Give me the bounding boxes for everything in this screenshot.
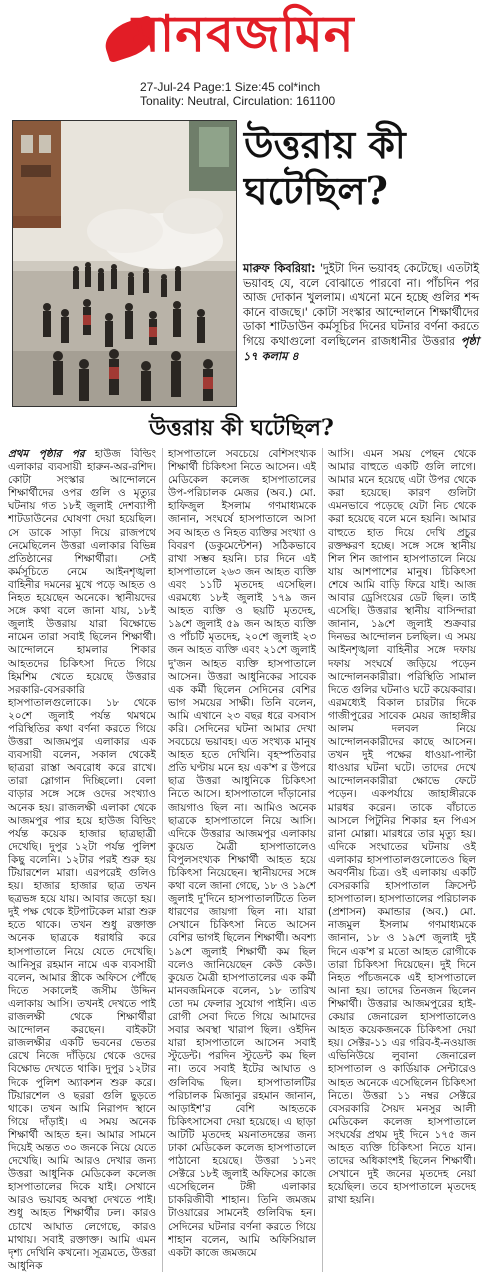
lead-paragraph — [243, 262, 479, 364]
column-1-text: হাউজ বিল্ডিং এলাকার ব্যবসায়ী হারুন-অর-রশিদ। কোটা সংস্কার আন্দোলনে শিক্ষার্থীদের ওপর গুলি ও মৃত্যুর ঘটনায় গত ১৮ই জুলাই দেশব্যাপী শাটডাউনের ঘোষণা দেয়া হয়েছিল। সে ডাকে সাড়া দিয়ে রাজপথে নেমেছিলেন উত্তরা এলাকার বিভিন্ন প্রতিষ্ঠানের শিক্ষার্থীরা। সেই কর্মসূচিতে নেমে আইনশৃঙ্খলা বাহিনীর দমনের মুখে পড়ে আহত ও নিহত হয়েছেন অনেকে। স্থানীয়দের সঙ্গে কথা বলে জানা যায়, ১৮ই জুলাই উত্তরায় যারা বিক্ষোভে নামেন তারা সবাই ছিলেন শিক্ষার্থী। আন্দোলনে হামলার শিকার আহতদের চিকিৎসা দিতে গিয়ে হিমশিম খেতে হয়েছে উত্তরার সরকারি-বেসরকারি হাসপাতালগুলোকে। ১৮ থেকে ২০শে জুলাই পর্যন্ত থমথমে পরিস্থিতির কথা বর্ণনা করতে গিয়ে উত্তরা আজমপুর এলাকার এক ব্যবসায়ী বলেন, সকাল থেকেই ছাত্ররা রাস্তা অবরোধ করে রাখে। তারা স্লোগান দিচ্ছিলো। বেলা বাড়ার সঙ্গে সঙ্গে ওদের সংখ্যাও অনেক হয়। রাজলক্ষী এলাকা থেকে আজমপুর পার হয়ে হাউজ বিল্ডিং পর্যন্ত কয়েক হাজার ছাত্রছাত্রী দেখেছি। দুপুর ১২টা পর্যন্ত পুলিশ কিছু বলেনি। ১২টার পরই শুরু হয় টিয়ারশেল মারা। এরপরেই গুলিও হয়। হাজার হাজার ছাত্র তখন ছত্রভঙ্গ হয়ে যায়। আবার জড়ো হয়। দুই পক্ষ থেকে ইটপাটকেল মারা শুরু হতে থাকে। তখন শুধু রক্তাক্ত অনেক ছাত্রকে ধরাধরি করে হাসপাতালে নিয়ে যেতে দেখেছি। আনিসুর রহমান নামে এক ব্যবসায়ী বলেন, আমার স্ত্রীকে অফিসে পৌঁছে দিতে সকালেই জসীম উদ্দিন এলাকায় আসি। তখনই দেখতে পাই রাজলক্ষী থেকে শিক্ষার্থীরা আন্দোলন করছেন। বাইকটা রাজলক্ষীর একটি ভবনের ভেতর রেখে নিজে দাঁড়িয়ে থেকে ওদের বিক্ষোভ দেখতে থাকি। দুপুর ১২টার দিকে পুলিশ অ্যাকশন শুরু করে। টিয়ারশেল ও ছররা গুলি ছুড়তে থাকে। তখন আমি নিরাপদ স্থানে গিয়ে দাঁড়াই। এ সময় অনেক শিক্ষার্থী আহত হন। আমার সামনে দিয়েই অন্তত ৩০ জনকে নিয়ে যেতে দেখেছি। আমি আরও দেখার জন্য উত্তরা আধুনিক মেডিকেল কলেজ হাসপাতালের দিকে যাই। সেখানে আরও ভয়াবহ অবস্থা দেখতে পাই। শুধু আহত শিক্ষার্থীর ঢল। কারও চোখে আঘাত লেগেছে, কারও মাথায়। সবাই রক্তাক্ত। আমি এমন দৃশ্য দেখিনি কখনো। সূত্রমতে, উত্তরা আধুনিক — [8, 448, 156, 1272]
masthead — [0, 0, 483, 78]
byline: মারুফ কিবরিয়া: — [243, 262, 316, 275]
body-column-1 — [8, 448, 156, 1272]
protest-photo — [12, 120, 237, 407]
newspaper-logo: মানবজমিন — [132, 4, 355, 63]
clip-metadata — [140, 80, 335, 108]
column-divider — [162, 448, 163, 1272]
body-column-2 — [168, 448, 316, 1272]
column-3-text: আসি। এমন সময় পেছন থেকে আমার বাহুতে একটি গুলি লাগে। আমার মনে হয়েছে এটা উপর থেকে করা হয়েছে। কারণ গুলিটা এমনভাবে পড়েছে যেটা নিচ থেকে করা হয়েছে বলে মনে হয়নি। আমার বাহুতে হাত দিয়ে দেখি প্রচুর রক্তক্ষরণ হচ্ছে। সঙ্গে সঙ্গে স্থানীয় শিল শিন জাপান হাসপাতালে নিয়ে যায় আশপাশের মানুষ। চিকিৎসা শেষে আমি বাড়ি ফিরে যাই। আজ আবার ড্রেসিংয়ের ডেট ছিল। তাই এসেছি। উত্তরার স্থানীয় বাসিন্দারা জানান, ১৯শে জুলাই শুক্রবার দিনভর আন্দোলন চলছিল। এ সময় আইনশৃঙ্খলা বাহিনীর সঙ্গে দফায় দফায় সংঘর্ষে জড়িয়ে পড়েন আন্দোলনকারীরা। পরিস্থিতি সামাল দিতে গুলির ঘটনাও ঘটে কয়েকবার। এরমধ্যেই বিকাল চারটার দিকে গাজীপুরের সাবেক মেয়র জাহাঙ্গীর আলম দলবল নিয়ে আন্দোলনকারীদের কাছে আসেন। তখন দুই পক্ষের ধাওয়া-পাল্টা ধাওয়ার ঘটনা ঘটে। তাদের দেখে আন্দোলনকারীরা ক্ষোভে ফেটে পড়েন। একপর্যায়ে জাহাঙ্গীরকে মারধর করেন। তাকে বাঁচাতে আসলে পিটুনির শিকার হন পিএস রানা মোল্লা। মারধরে তার মৃত্যু হয়। এদিকে সংঘাতের ঘটনায় ওই এলাকার হাসপাতালগুলোতেও ছিল অবর্ণনীয় চিত্র। ওই এলাকায় একটি বেসরকারি হাসপাতাল ক্রিসেন্ট হাসপাতাল। হাসপাতালের পরিচালক (প্রশাসন) কমান্ডার (অব.) মো. নাজমুল ইসলাম গণমাধ্যমকে জানান, ১৮ ও ১৯শে জুলাই দুই দিনে এক'শ র মতো আহত রোগীকে তারা চিকিৎসা দিয়েছেন। দুই দিনে নিহত পাঁচজনকে এই হাসপাতালে আনা হয়। তাদের তিনজন ছিলেন শিক্ষার্থী। উত্তরার আজমপুরের হাই-কেয়ার জেনারেল হাসপাতালেও আহত কয়েকজনকে চিকিৎসা দেয়া হয়। সেক্টর-১১ এর গরিব-ই-নওয়াজ এভিনিউয়ে লুবানা জেনারেল হাসপাতাল ও কার্ডিয়াক সেন্টারেও আহত অনেকে এসেছিলেন চিকিৎসা নিতে। উত্তরা ১১ নম্বর সেক্টরে বেসরকারি সৈয়দ মনসুর আলী মেডিকেল কলেজ হাসপাতালে সংঘর্ষের প্রথম দুই দিনে ১৭৫ জন আহত ব্যক্তি চিকিৎসা নিতে যান। তাদের অধিকাংশই ছিলেন শিক্ষার্থী। সেখানে দুই জনের মৃতদেহ নেয়া হয়েছিল। তবে হাসপাতালে মৃতদেহ রাখা হয়নি। — [328, 448, 476, 1207]
column-2-text: হাসপাতালে সবচেয়ে বেশিসংখ্যক শিক্ষার্থী চিকিৎসা নিতে আসেন। এই মেডিকেল কলেজ হাসপাতালের উপ-পরিচালক মেজর (অব.) মো. হাফিজুল ইসলাম গণমাধ্যমকে জানান, সংঘর্ষে হাসপাতালে আসা সব আহত ও নিহত ব্যক্তির সংখ্যা ও বিবরণ (ডকুমেন্টেশন) সঠিকভাবে রাখা সম্ভব হয়নি। চার দিনে এই হাসপাতালে ২৬৩ জন আহত ব্যক্তি এবং ১১টি মৃতদেহ এসেছিল। এরমধ্যে ১৮ই জুলাই ১৭৯ জন আহত ব্যক্তি ও ছয়টি মৃতদেহ, ১৯শে জুলাই ৫৯ জন আহত ব্যক্তি ও পাঁচটি মৃতদেহ, ২০শে জুলাই ২৩ জন আহত ব্যক্তি এবং ২১শে জুলাই দু'জন আহত ব্যক্তি হাসপাতালে আসেন। উত্তরা আধুনিকের সাবেক এক কর্মী ছিলেন সেদিনের বেশির ভাগ সময়ের সাক্ষী। তিনি বলেন, আমি এখানে ২৩ বছর ধরে বসবাস করি। সেদিনের ঘটনা আমার দেখা সবচেয়ে ভয়াবহ। এত সংখ্যক মানুষ আহত হতে দেখিনি। বৃহস্পতিবার প্রতি ঘণ্টায় মনে হয় এক'শ র উপরে ছাত্র উত্তরা আধুনিকে চিকিৎসা নিতে আসে। হাসপাতালে দাঁড়ানোর জায়গাও ছিল না। আমিও অনেক ছাত্রকে হাসপাতালে নিয়ে আসি। এদিকে উত্তরার আজমপুর এলাকায় কুয়েত মৈত্রী হাসপাতালেও বিপুলসংখ্যক শিক্ষার্থী আহত হয়ে চিকিৎসা নিয়েছেন। স্থানীয়দের সঙ্গে কথা বলে জানা গেছে, ১৮ ও ১৯শে জুলাই দু'দিনে হাসপাতালটিতে তিল ধারণের জায়গা ছিল না। যারা সেখানে চিকিৎসা নিতে আসেন বেশির ভাগই ছিলেন শিক্ষার্থী। অবশ্য ১৯শে জুলাই শিক্ষার্থী কম ছিল বলেও জানিয়েছেন কেউ কেউ। কুয়েত মৈত্রী হাসপাতালের এক কর্মী মানবজমিনকে বলেন, ১৮ তারিখ তো দম ফেলার সুযোগ পাইনি। এত রোগী সেবা দিতে গিয়ে আমাদের সবার অবস্থা খারাপ ছিল। ওইদিন যারা হাসপাতালে আসেন সবাই স্টুডেন্ট। পরদিন স্টুডেন্ট কম ছিল না। তবে সবাই ইটের আঘাত ও গুলিবিদ্ধ ছিল। হাসপাতালটির পরিচালক মিজানুর রহমান জানান, আড়াইশ'র বেশি আহতকে চিকিৎসাসেবা দেয়া হয়েছে। এ ছাড়া আটটি মৃতদেহ ময়নাতদন্তের জন্য ঢাকা মেডিকেল কলেজ হাসপাতালে পাঠানো হয়েছে। উত্তরা ১১নং সেক্টরে ১৮ই জুলাই অফিসের কাজে এসেছিলেন টঙ্গী এলাকার চাকরিজীবী শাহান। তিনি জমজম টাওয়ারের সামনেই গুলিবিদ্ধ হন। সেদিনের ঘটনার বর্ণনা করতে গিয়ে শাহান বলেন, আমি অফিসিয়াল একটা কাজে জমজমে — [168, 448, 316, 1259]
continuation-headline: উত্তরায় কী ঘটেছিল? — [149, 415, 334, 441]
headline: উত্তরায় কী ঘটেছিল? — [244, 122, 406, 213]
lead-text: 'দুইটা দিন ভয়াবহ কেটেছে। এতটাই ভয়াবহ যে, বলে বোঝাতে পারবো না। পাঁচদিন পর আজ দোকান খুললাম। এখনো মনে হচ্ছে গুলির শব্দ কানে বাজছে।' কোটা সংস্কার আন্দোলনে শিক্ষার্থীদের ডাকা শাটডাউন কর্মসূচির দিনের ঘটনার বর্ণনা করতে গিয়ে কথাগুলো বলছিলেন রাজধানীর উত্তরার — [243, 262, 479, 348]
tonality-circulation: Tonality: Neutral, Circulation: 161100 — [140, 94, 336, 108]
date-page-size: 27-Jul-24 Page:1 Size:45 col*inch — [140, 80, 321, 94]
lead-in-tag: প্রথম পৃষ্ঠার পর — [8, 448, 85, 460]
body-column-3 — [328, 448, 476, 1272]
column-divider — [322, 448, 323, 1272]
continued-reference: পৃষ্ঠা ১৭ কলাম ৪ — [243, 334, 479, 363]
article-body — [8, 448, 478, 1272]
